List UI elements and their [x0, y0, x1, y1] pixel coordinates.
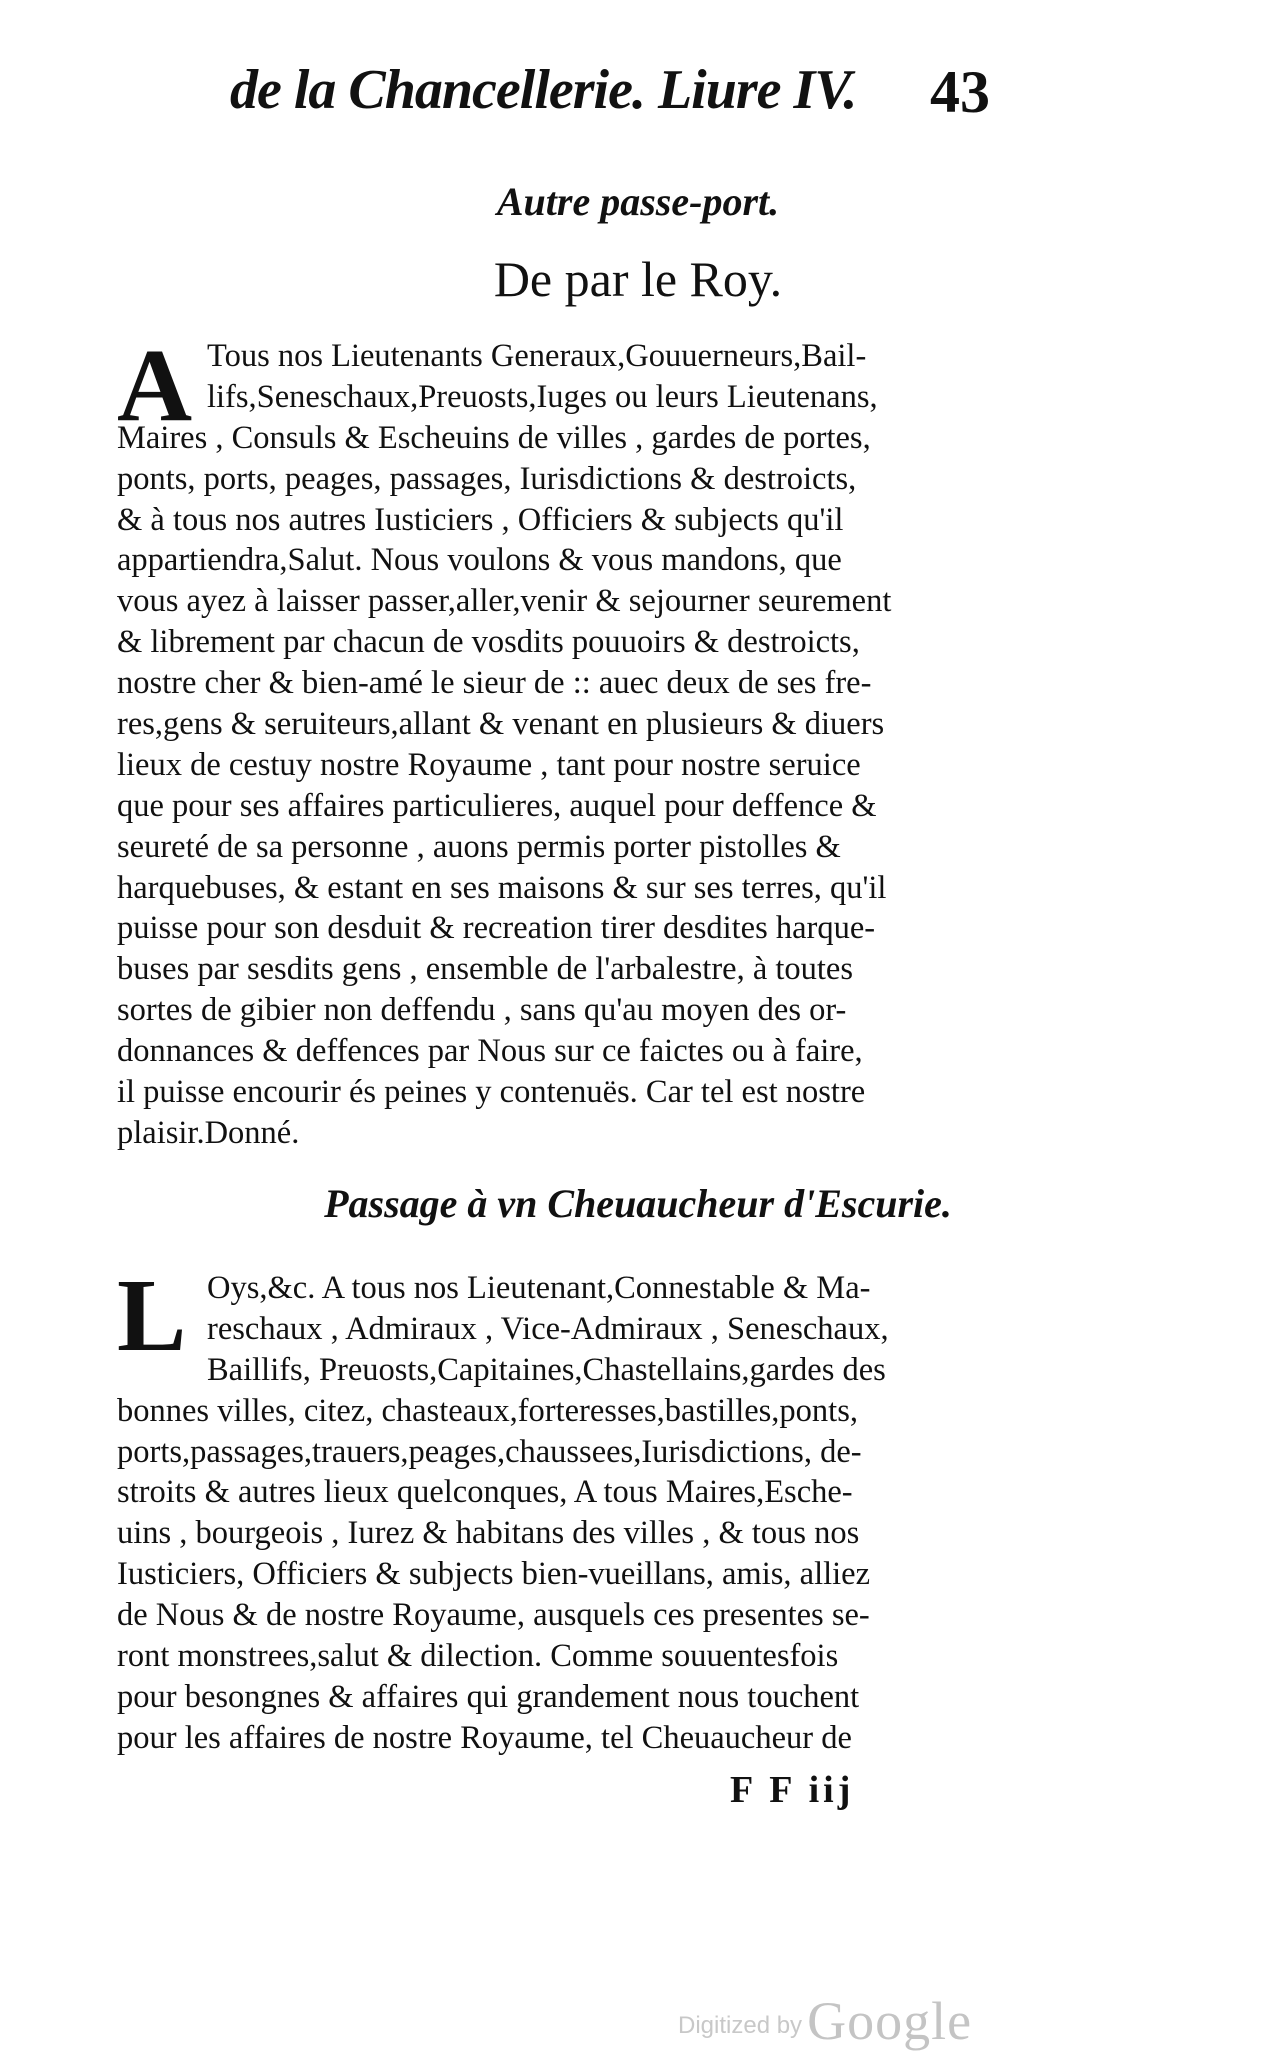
page-number: 43: [930, 59, 990, 125]
text-line: sortes de gibier non deffendu , sans qu'au moyen des or-: [117, 992, 847, 1029]
text-line: lifs,Seneschaux,Preuosts,Iuges ou leurs Lieutenans,: [207, 378, 878, 415]
digitized-watermark: [678, 1990, 972, 2050]
text-line: nostre cher & bien-amé le sieur de :: auec deux de ses fre-: [117, 665, 872, 702]
text-line: bonnes villes, citez, chasteaux,forteresses,bastilles,ponts,: [117, 1392, 858, 1429]
text-line: Oys,&c. A tous nos Lieutenant,Connestable & Ma-: [207, 1270, 871, 1306]
text-line: lieux de cestuy nostre Royaume , tant pour nostre seruice: [117, 746, 861, 783]
drop-cap-a: A: [117, 328, 193, 443]
text-line: ront monstrees,salut & dilection. Comme souuentesfois: [117, 1638, 839, 1675]
passage-text: [117, 1268, 1007, 1759]
text-line: pour les affaires de nostre Royaume, tel Cheuaucheur de: [117, 1719, 852, 1756]
text-line: buses par sesdits gens , ensemble de l'arbalestre, à toutes: [117, 951, 853, 988]
text-line: que pour ses affaires particulieres, auquel pour deffence &: [117, 787, 877, 824]
text-line: appartiendra,Salut. Nous voulons & vous mandons, que: [117, 542, 842, 579]
text-line: donnances & deffences par Nous sur ce faictes ou à faire,: [117, 1033, 863, 1070]
signature-mark: F F iij: [730, 1769, 855, 1811]
text-line: & librement par chacun de vosdits pouuoirs & destroicts,: [117, 624, 860, 661]
section-title-passage: Passage à vn Cheuaucheur d'Escurie.: [324, 1181, 952, 1226]
text-line: ponts, ports, peages, passages, Iurisdictions & destroicts,: [117, 460, 857, 497]
text-line: res,gens & seruiteurs,allant & venant en plusieurs & diuers: [117, 706, 885, 743]
text-line: stroits & autres lieux quelconques, A tous Maires,Esche-: [117, 1474, 853, 1511]
proclamation-heading: De par le Roy.: [493, 251, 783, 307]
text-line: de Nous & de nostre Royaume, ausquels ces presentes se-: [117, 1597, 870, 1634]
text-line: puisse pour son desduit & recreation tirer desdites harque-: [117, 910, 876, 947]
text-line: il puisse encourir és peines y contenuës. Car tel est nostre: [117, 1074, 866, 1111]
text-line: Iusticiers, Officiers & subjects bien-vueillans, amis, alliez: [117, 1556, 871, 1593]
text-line: plaisir.Donné.: [117, 1114, 300, 1151]
text-line: pour besongnes & affaires qui grandement nous touchent: [117, 1678, 860, 1715]
text-line: Baillifs, Preuosts,Capitaines,Chastellains,gardes des: [207, 1351, 886, 1388]
text-line: uins , bourgeois , Iurez & habitans des villes , & tous nos: [117, 1515, 860, 1552]
text-line: Tous nos Lieutenants Generaux,Gouuerneurs,Bail-: [207, 338, 867, 374]
page-header: [230, 58, 1030, 138]
running-head: de la Chancellerie. Liure IV.: [230, 59, 857, 121]
text-line: ports,passages,trauers,peages,chaussees,Iurisdictions, de-: [117, 1433, 862, 1470]
text-line: seureté de sa personne , auons permis porter pistolles &: [117, 828, 841, 865]
google-logo: Google: [807, 1991, 973, 2051]
watermark-prefix: Digitized by: [678, 2012, 803, 2039]
text-line: harquebuses, & estant en ses maisons & sur ses terres, qu'il: [117, 869, 887, 906]
text-line: vous ayez à laisser passer,aller,venir & sejourner seurement: [117, 583, 892, 620]
text-line: reschaux , Admiraux , Vice-Admiraux , Seneschaux,: [207, 1310, 889, 1347]
drop-cap-l: L: [117, 1258, 187, 1373]
passport-text: [117, 328, 1007, 1154]
section-title-passport: Autre passe-port.: [496, 179, 780, 224]
text-line: & à tous nos autres Iusticiers , Officiers & subjects qu'il: [117, 501, 844, 538]
text-line: Maires , Consuls & Escheuins de villes , gardes de portes,: [117, 419, 871, 456]
